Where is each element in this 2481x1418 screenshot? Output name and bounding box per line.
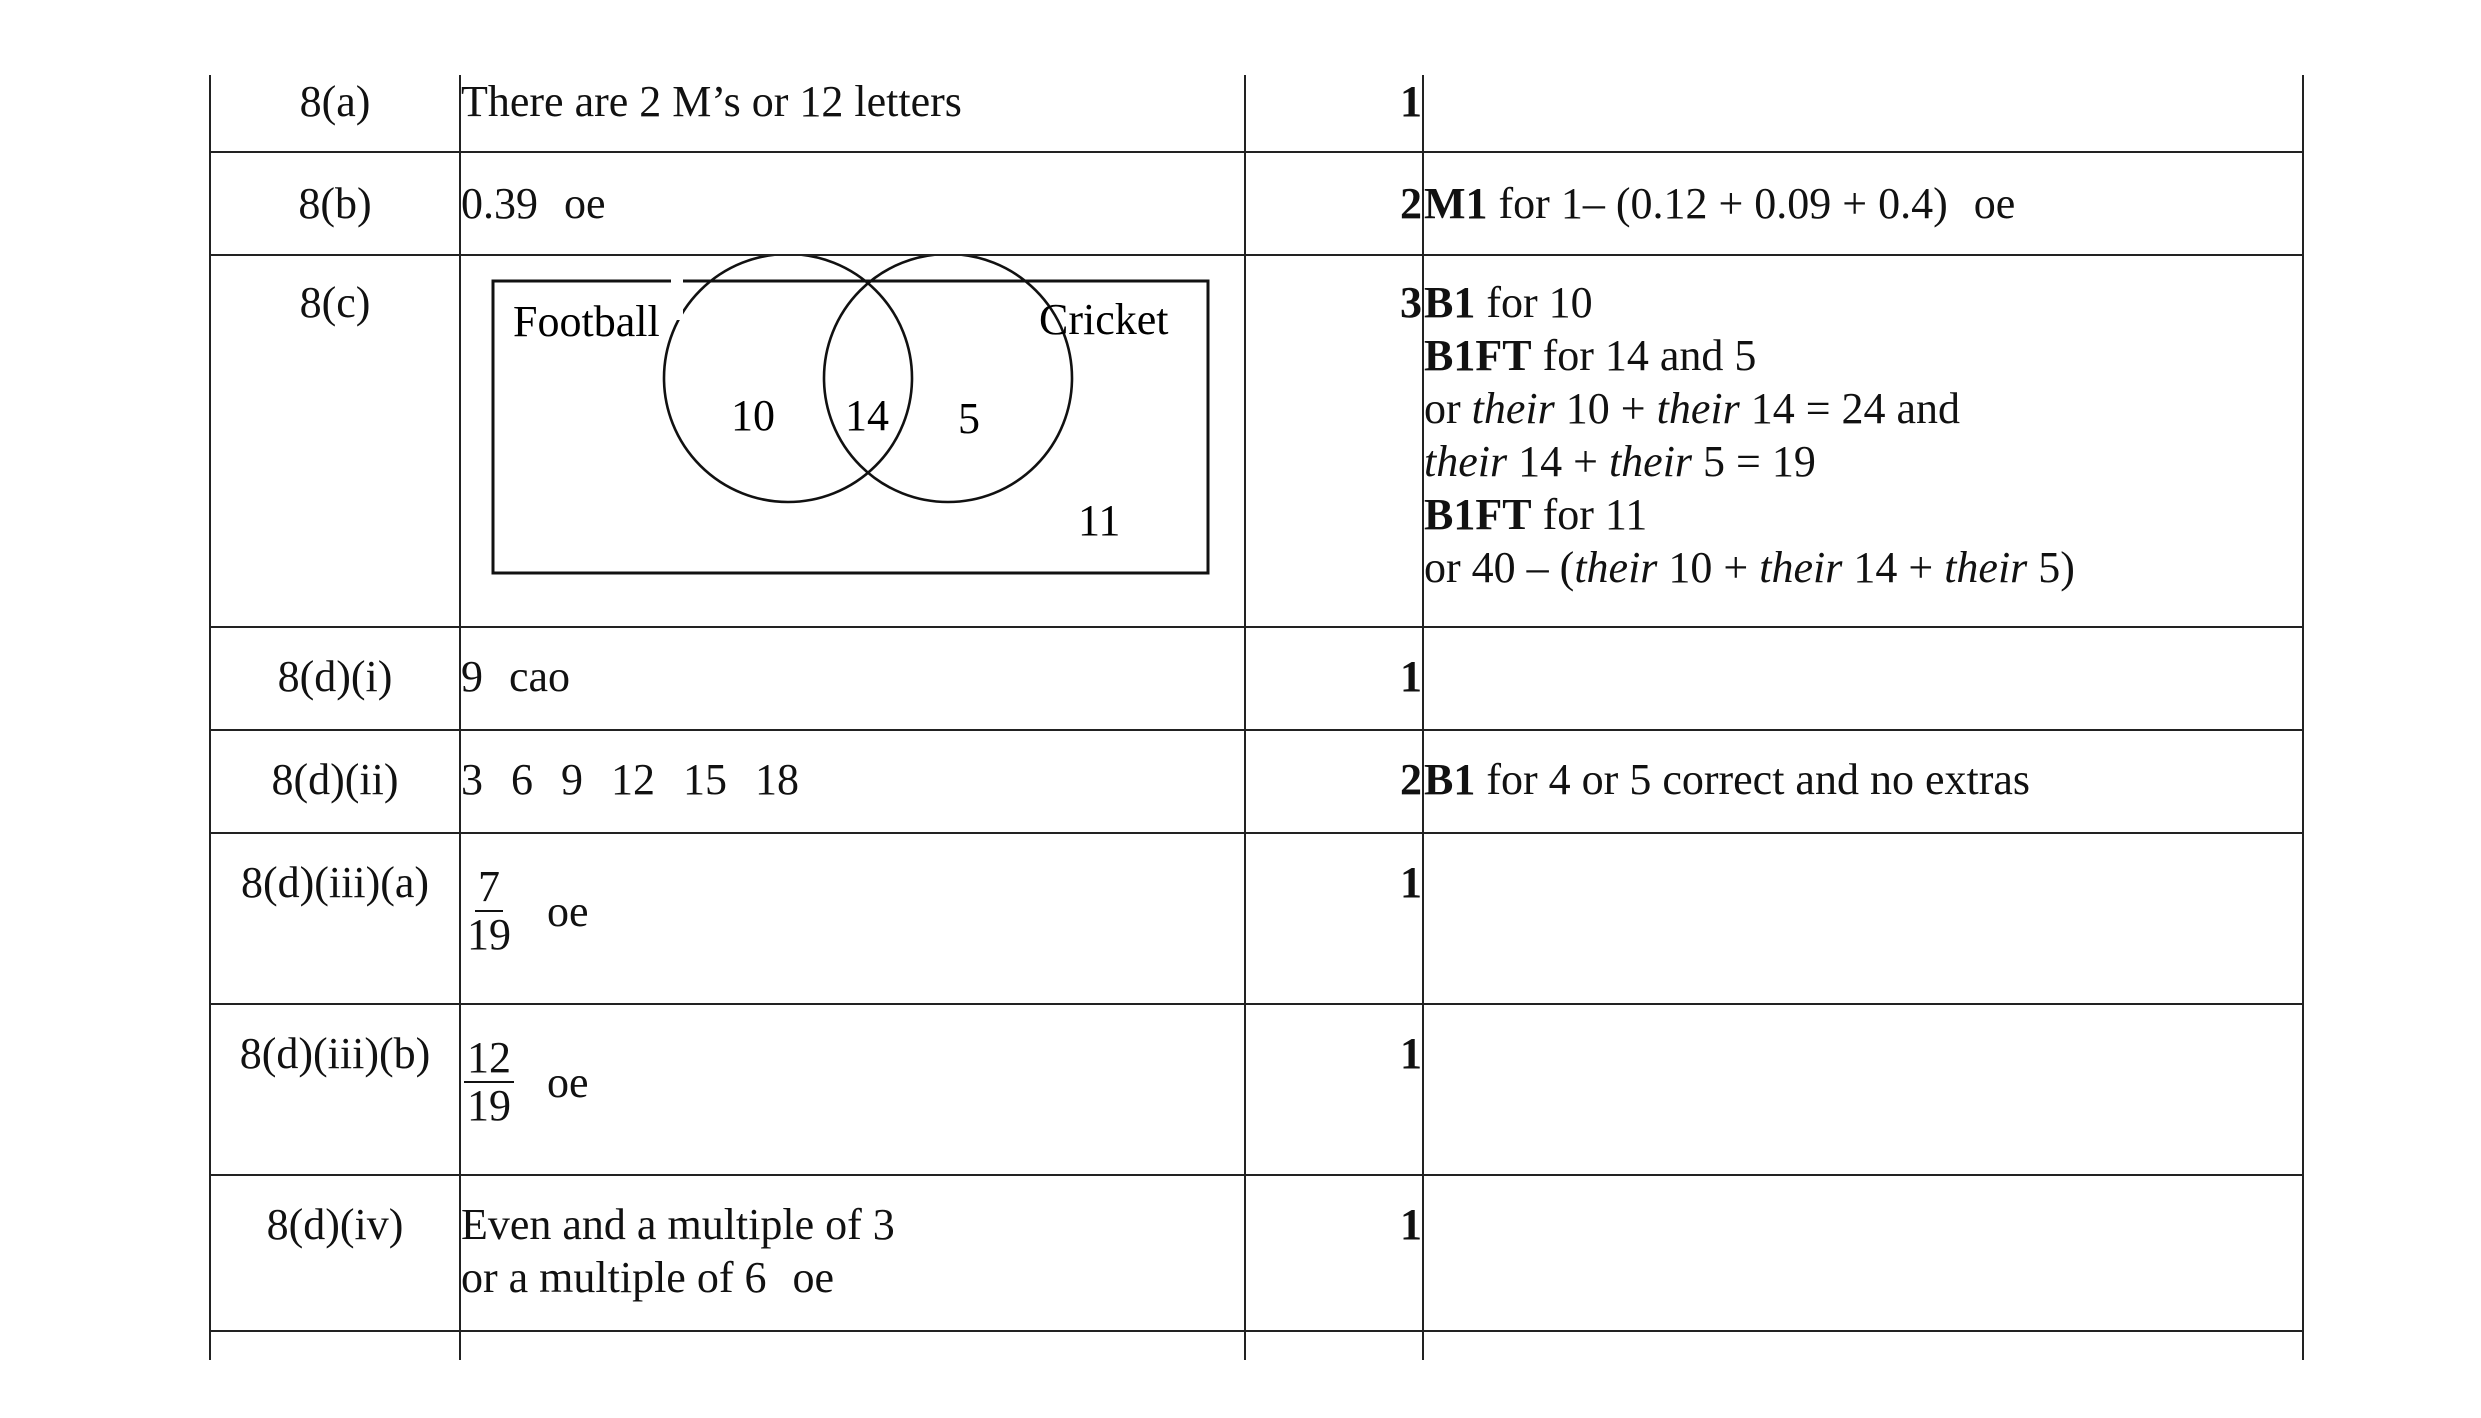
question-number: 8(d)(i) [210, 627, 460, 730]
mark-code: B1 [1424, 278, 1476, 327]
fraction-numerator: 7 [475, 864, 503, 912]
cricket-circle [824, 256, 1072, 502]
mark-code: M1 [1424, 179, 1488, 228]
guidance-text: 5) [2038, 543, 2075, 592]
venn-label-football: Football [513, 297, 660, 346]
answer-cell [460, 833, 1245, 1004]
question-number: 8(b) [210, 152, 460, 255]
fraction-numerator: 12 [464, 1035, 514, 1083]
table-row [210, 833, 2303, 1004]
guidance-text: their [1471, 384, 1555, 433]
question-number: 8(d)(iii)(a) [210, 833, 460, 1004]
marks-cell: 1 [1245, 833, 1423, 1004]
mark-code: B1FT [1424, 331, 1532, 380]
answer-cell [460, 255, 1245, 627]
guidance-text: 14 = 24 and [1750, 384, 1961, 433]
guidance-cell [1423, 627, 2303, 730]
answer-fraction [461, 864, 517, 958]
guidance-text: their [1608, 437, 1693, 486]
answer-suffix: oe [547, 1057, 589, 1107]
empty-cell [210, 1331, 460, 1360]
guidance-text: their [1424, 437, 1508, 486]
fraction-denominator: 19 [467, 910, 511, 959]
answer-cell [460, 152, 1245, 255]
venn-label-cricket: Cricket [1039, 295, 1169, 344]
guidance-cell [1423, 1004, 2303, 1175]
answer-cell [460, 1004, 1245, 1175]
answer-line: or a multiple of 6 [461, 1253, 767, 1302]
mark-scheme-table [209, 75, 2304, 1360]
question-number: 8(a) [210, 75, 460, 152]
football-circle [664, 256, 912, 502]
marks-cell: 1 [1245, 627, 1423, 730]
answer-cell [460, 627, 1245, 730]
answer-suffix: cao [509, 652, 571, 701]
question-number: 8(d)(iv) [210, 1175, 460, 1331]
table-row [210, 255, 2303, 627]
guidance-text: 10 + [1668, 543, 1749, 592]
table-row [210, 75, 2303, 152]
answer-value: 9 [561, 755, 583, 804]
guidance-suffix: oe [1973, 179, 2016, 228]
marks-cell: 2 [1245, 152, 1423, 255]
mark-code: B1 [1424, 755, 1476, 804]
answer-value: 9 [461, 652, 483, 701]
guidance-cell [1423, 152, 2303, 255]
answer-fraction [461, 1035, 517, 1129]
answer-suffix: oe [564, 179, 606, 228]
venn-region-cricket-only: 5 [958, 394, 980, 443]
guidance-cell [1423, 75, 2303, 152]
marks-cell: 1 [1245, 1004, 1423, 1175]
marks-cell: 3 [1245, 255, 1423, 627]
guidance-text: for 10 [1486, 278, 1593, 327]
guidance-cell [1423, 730, 2303, 833]
fraction-denominator: 19 [467, 1081, 511, 1130]
venn-region-outside: 11 [1078, 496, 1121, 545]
question-number: 8(c) [210, 255, 460, 627]
guidance-cell [1423, 833, 2303, 1004]
answer-value: 18 [755, 755, 799, 804]
guidance-text: their [1574, 543, 1658, 592]
guidance-text: 10 + [1565, 384, 1646, 433]
guidance-text: their [1759, 543, 1843, 592]
answer-cell: There are 2 M’s or 12 letters [460, 75, 1245, 152]
venn-diagram [461, 256, 1221, 626]
guidance-text: for 4 or 5 correct and no extras [1486, 755, 2031, 804]
answer-value: 12 [611, 755, 655, 804]
venn-region-intersection: 14 [845, 391, 889, 440]
answer-line: Even and a multiple of 3 [461, 1200, 895, 1249]
table-row [210, 1175, 2303, 1331]
guidance-cell [1423, 1175, 2303, 1331]
answer-cell [460, 730, 1245, 833]
guidance-text: for 14 and 5 [1542, 331, 1757, 380]
empty-cell [1245, 1331, 1423, 1360]
answer-suffix: oe [792, 1253, 835, 1302]
mark-code: B1FT [1424, 490, 1532, 539]
marks-cell: 1 [1245, 75, 1423, 152]
question-number: 8(d)(ii) [210, 730, 460, 833]
table-row [210, 152, 2303, 255]
table-row [210, 1331, 2303, 1360]
guidance-text: or [1424, 384, 1461, 433]
answer-cell [460, 1175, 1245, 1331]
venn-region-football-only: 10 [731, 391, 775, 440]
table-row [210, 730, 2303, 833]
guidance-text: 5 = 19 [1703, 437, 1816, 486]
marks-cell: 1 [1245, 1175, 1423, 1331]
empty-cell [460, 1331, 1245, 1360]
guidance-text: their [1944, 543, 2028, 592]
guidance-text: or 40 – ( [1424, 543, 1575, 592]
answer-suffix: oe [547, 886, 589, 936]
guidance-text: 14 + [1518, 437, 1598, 486]
guidance-text: for 1– (0.12 + 0.09 + 0.4) [1498, 179, 1948, 228]
table-row [210, 627, 2303, 730]
answer-value: 6 [511, 755, 533, 804]
empty-cell [1423, 1331, 2303, 1360]
answer-value: 15 [683, 755, 727, 804]
answer-value: 0.39 [461, 179, 538, 228]
answer-value: 3 [461, 755, 483, 804]
table-row [210, 1004, 2303, 1175]
guidance-text: 14 + [1853, 543, 1934, 592]
guidance-text: for 11 [1542, 490, 1648, 539]
question-number: 8(d)(iii)(b) [210, 1004, 460, 1175]
marks-cell: 2 [1245, 730, 1423, 833]
guidance-cell [1423, 255, 2303, 627]
guidance-text: their [1656, 384, 1740, 433]
